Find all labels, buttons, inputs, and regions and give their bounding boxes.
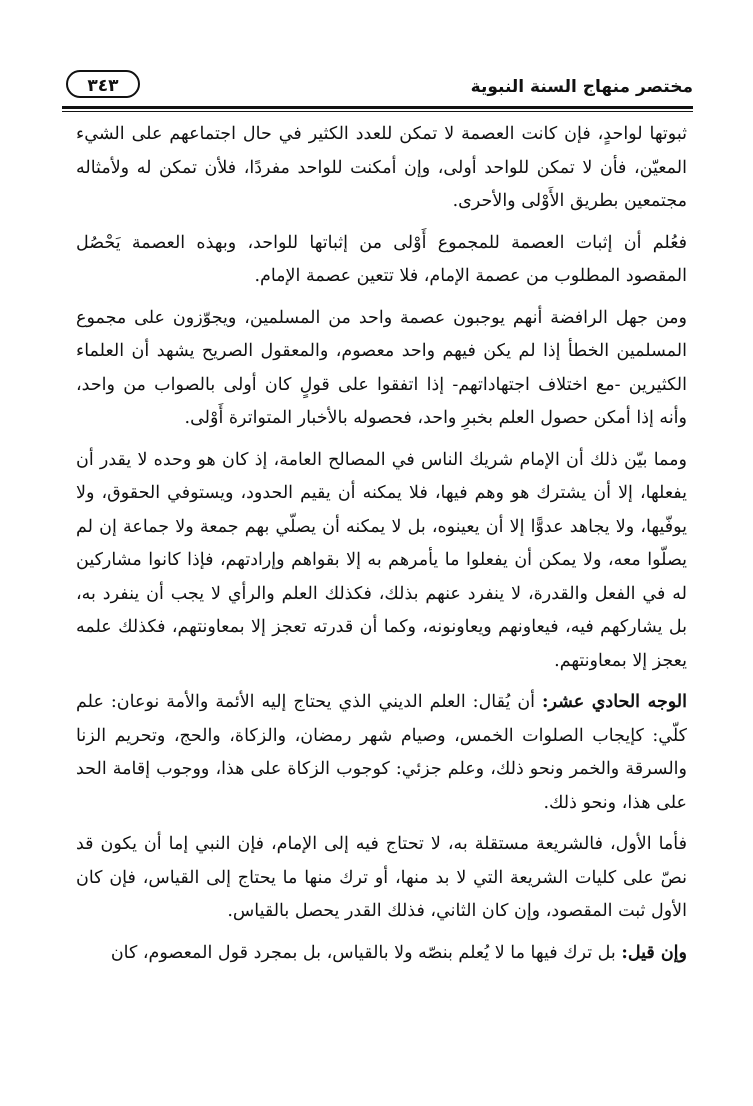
page-number: ٣٤٣ [66, 70, 140, 98]
paragraph-text: ومما بيّن ذلك أن الإمام شريك الناس في المصالح العامة، إذ كان هو وحده لا يقدر أن يفعلها، إلا أن يشترك هو وهم فيها، فلا يمكنه أن يقيم الحدود، ويستوفي الحقوق، ولا يوفّيها، ولا يجاهد عدوًّا إلا أن يعينوه، بل لا يمكنه أن يصلّي بهم جمعة ولا جماعة إن لم يصلّوا معه، ولا يمكن أن يفعلوا ما يأمرهم به إلا بقواهم وإرادتهم، فإذا كانوا مشاركين له في الفعل والقدرة، لا ينفرد عنهم بذلك، فكذلك العلم والرأي لا يجب أن ينفرد به، بل يشاركهم فيه، فيعاونهم ويعاونونه، وكما أن قدرته تعجز إلا بمعاونتهم، فكذلك علمه يعجز إلا بمعاونتهم. [76, 449, 687, 671]
paragraph [76, 302, 687, 436]
paragraph [76, 937, 687, 971]
header-rule-thin [62, 111, 693, 112]
paragraph-text: بل ترك فيها ما لا يُعلم بنصّه ولا بالقياس، بل بمجرد قول المعصوم، كان [110, 942, 622, 963]
paragraph-text: أن يُقال: العلم الديني الذي يحتاج إليه الأئمة والأمة نوعان: علم كلّي: كإيجاب الصلوات الخمس، وصيام شهر رمضان، والزكاة، والحج، وتحريم الزنا والسرقة والخمر ونحو ذلك، وعلم جزئي: كوجوب الزكاة على هذا، ووجوب إقامة الحد على هذا، ونحو ذلك. [76, 692, 687, 813]
body-text [76, 118, 687, 978]
paragraph [76, 118, 687, 219]
paragraph-lead: وإن قيل: [621, 942, 687, 963]
paragraph-lead: الوجه الحادي عشر: [542, 692, 687, 712]
paragraph-text: ومن جهل الرافضة أنهم يوجبون عصمة واحد من المسلمين، ويجوّزون على مجموع المسلمين الخطأ إذا لم يكن فيهم واحد معصوم، والمعقول الصريح يشهد أن العلماء الكثيرين -مع اختلاف اجتهاداتهم- إذا اتفقوا على قولٍ كان أولى بالصواب من واحد، وأنه إذا أمكن حصول العلم بخبرِ واحد، فحصوله بالأخبار المتواترة أَوْلى. [76, 307, 687, 428]
paragraph [76, 686, 687, 820]
page-header [60, 66, 693, 106]
paragraph-text: فأما الأول، فالشريعة مستقلة به، لا تحتاج فيه إلى الإمام، فإن النبي إما أن يكون قد نصّ على كليات الشريعة التي لا بد منها، أو ترك منها ما يحتاج إلى القياس، فإن كان الأول ثبت المقصود، وإن كان الثاني، فذلك القدر يحصل بالقياس. [76, 834, 687, 921]
paragraph [76, 828, 687, 929]
paragraph-text: فعُلم أن إثبات العصمة للمجموع أَوْلى من إثباتها للواحد، وبهذه العصمة يَحْصُل المقصود المطلوب من عصمة الإمام، فلا تتعين عصمة الإمام. [76, 232, 687, 286]
paragraph [76, 444, 687, 679]
running-title: مختصر منهاج السنة النبوية [470, 77, 693, 97]
paragraph-text: ثبوتها لواحدٍ، فإن كانت العصمة لا تمكن للعدد الكثير في حال اجتماعهم على الشيء المعيّن، فأن لا تمكن للواحد أولى، وإن أمكنت للواحد مفردًا، فلأن تمكن له ولأمثاله مجتمعين بطريق الأَوْلى والأحرى. [76, 124, 687, 211]
paragraph [76, 227, 687, 294]
header-rule [62, 106, 693, 109]
